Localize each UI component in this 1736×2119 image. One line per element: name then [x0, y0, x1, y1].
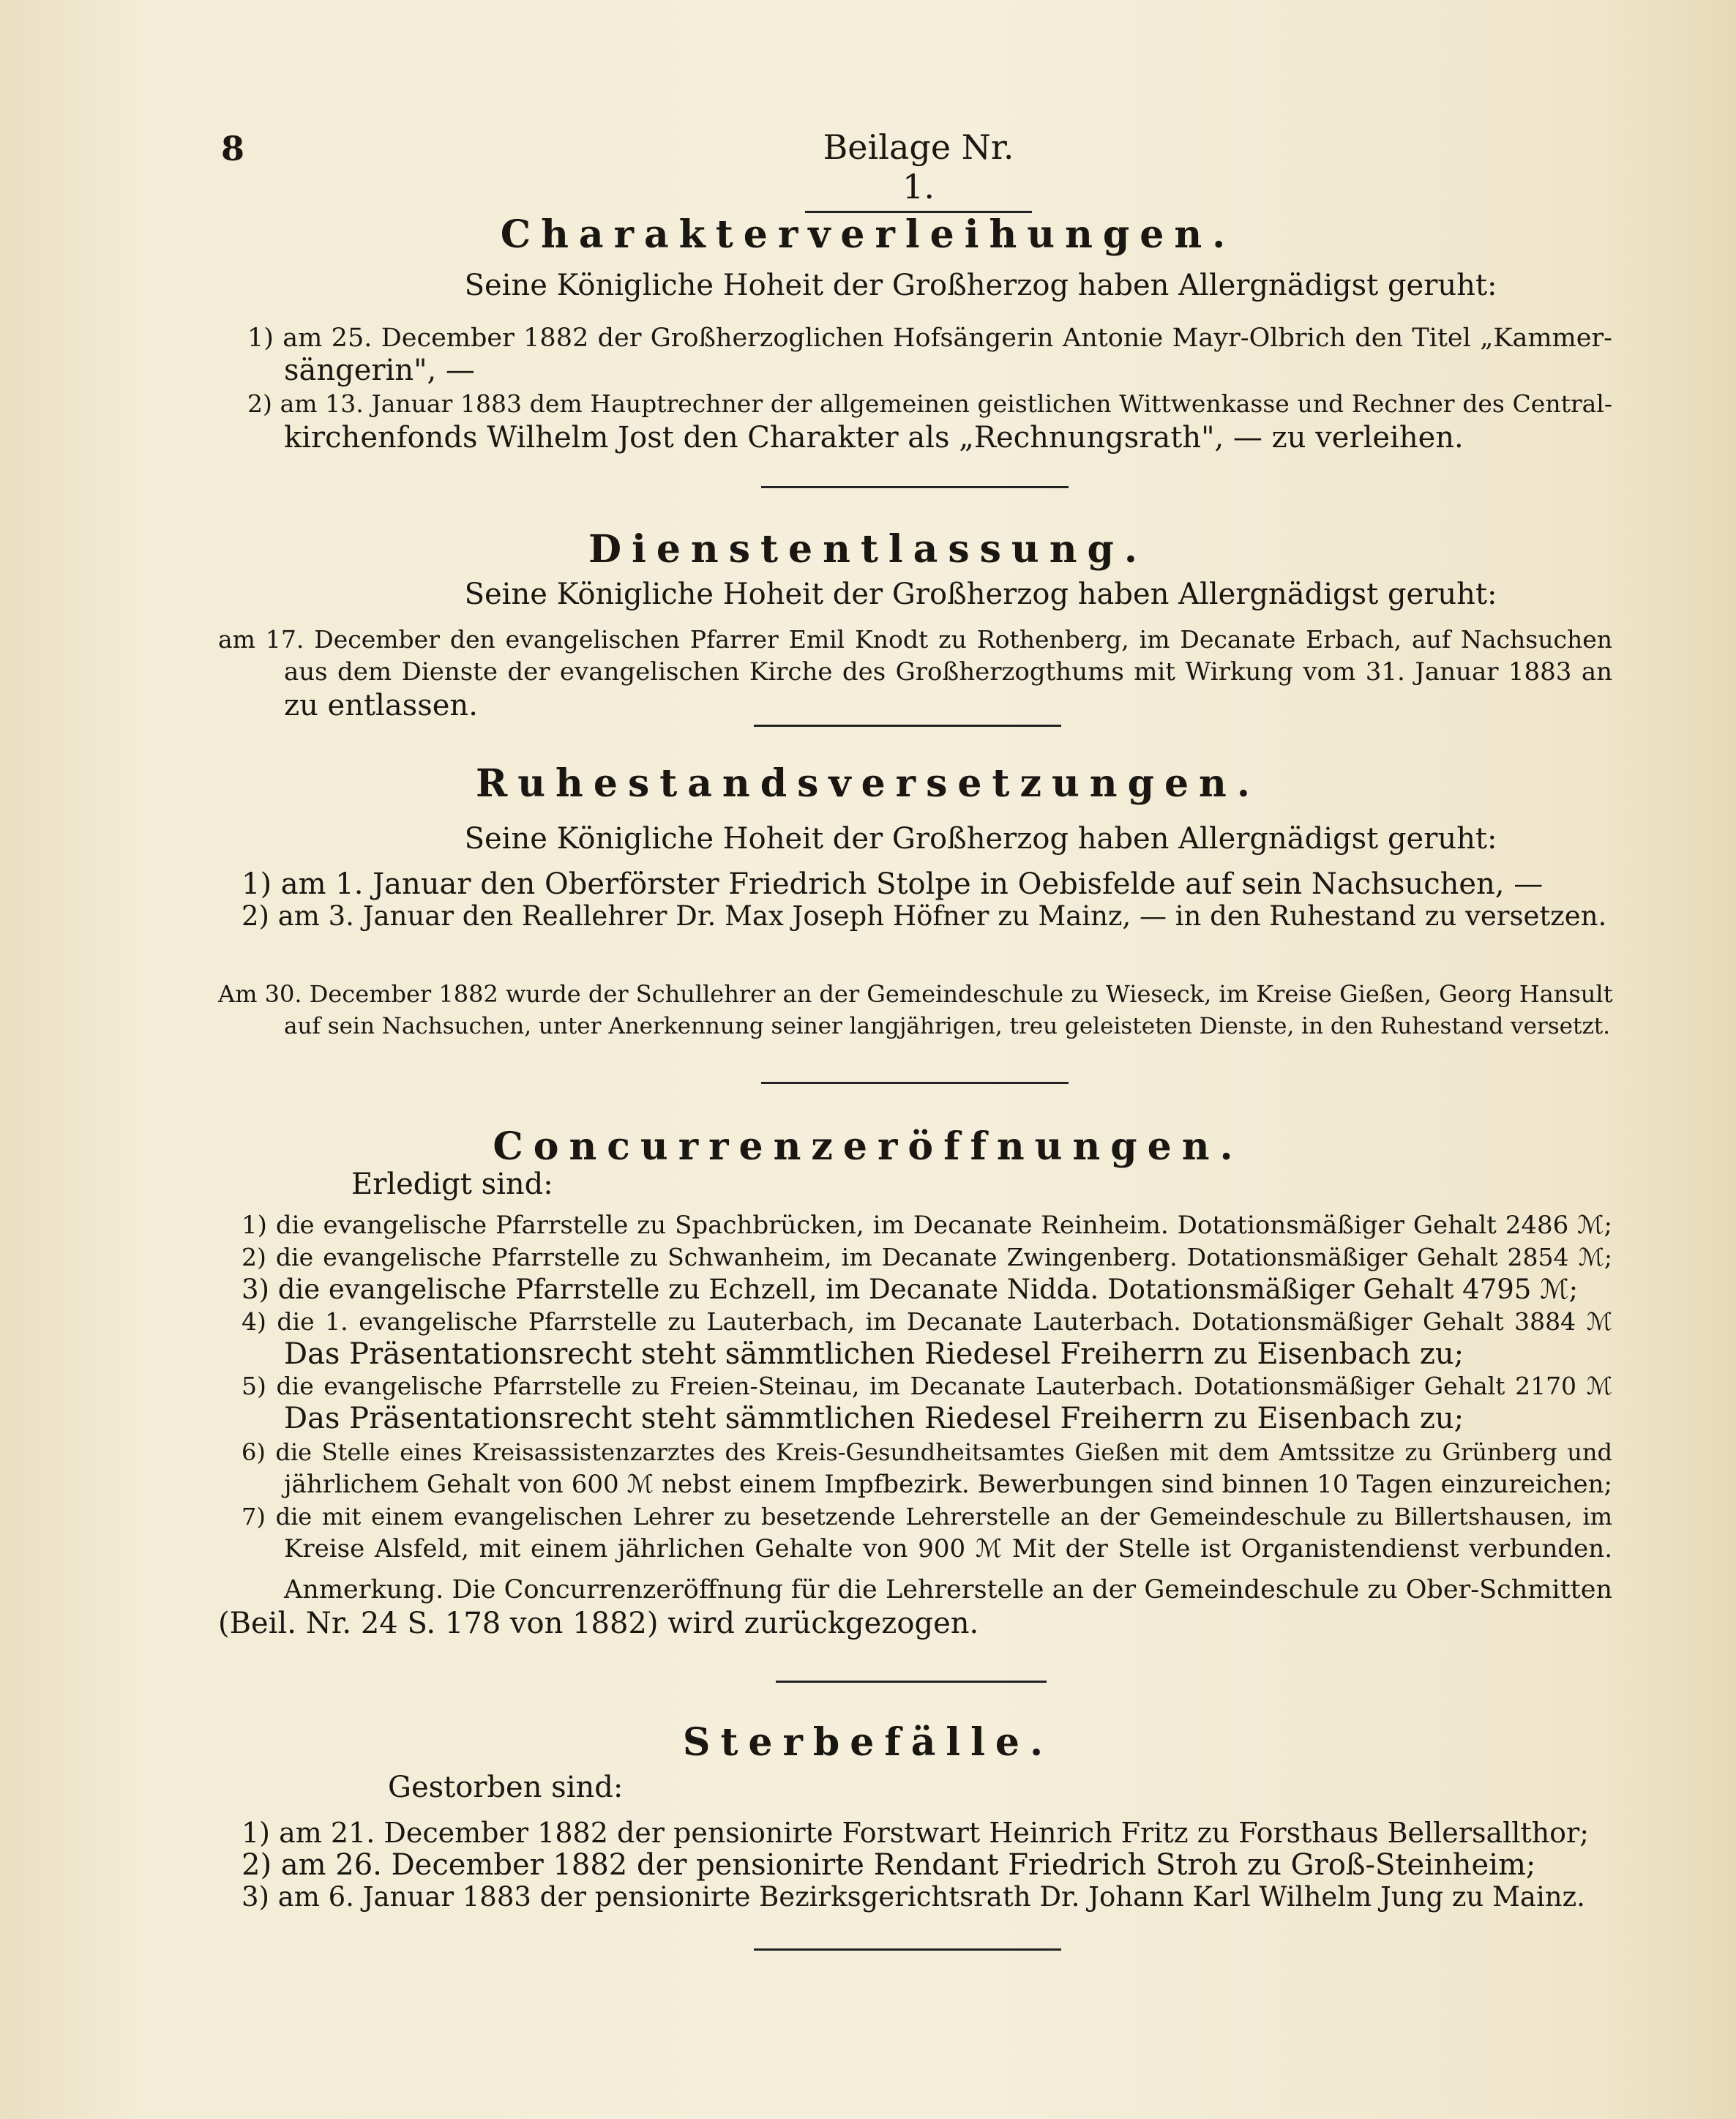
list-item: 1) die evangelische Pfarrstelle zu Spachbrücken, im Decanate Reinheim. Dotationsmäßiger Gehalt 2486 ℳ;: [242, 1211, 1612, 1240]
list-item: 2) am 3. Januar den Reallehrer Dr. Max Joseph Höfner zu Mainz, — in den Ruhestand zu versetzen.: [242, 900, 1607, 932]
list-item: 1) am 1. Januar den Oberförster Friedrich Stolpe in Oebisfelde auf sein Nachsuchen, —: [242, 867, 1544, 901]
page-number: 8: [221, 129, 245, 168]
list-item-continuation: Das Präsentationsrecht steht sämmtlichen Riedesel Freiherrn zu Eisenbach zu;: [284, 1337, 1464, 1371]
list-item-continuation: kirchenfonds Wilhelm Jost den Charakter als „Rechnungsrath", — zu verleihen.: [284, 421, 1464, 455]
list-item: 3) am 6. Januar 1883 der pensionirte Bezirksgerichtsrath Dr. Johann Karl Wilhelm Jung zu Mainz.: [242, 1881, 1585, 1913]
list-item: 2) am 26. December 1882 der pensionirte Rendant Friedrich Stroh zu Groß-Steinheim;: [242, 1848, 1536, 1882]
section-heading-sterbefaelle: Sterbefälle.: [682, 1720, 1054, 1765]
section-intro: Erledigt sind:: [351, 1167, 553, 1201]
remark-line: Anmerkung. Die Concurrenzeröffnung für die Lehrerstelle an der Gemeindeschule zu Ober-Schmitten: [284, 1575, 1612, 1604]
note-line: Am 30. December 1882 wurde der Schullehrer an der Gemeindeschule zu Wieseck, im Kreise Gießen, Georg Hansult: [218, 980, 1613, 1008]
paragraph-line: zu entlassen.: [284, 689, 478, 722]
section-intro: Seine Königliche Hoheit der Großherzog haben Allergnädigst geruht:: [464, 822, 1497, 856]
paragraph-line: am 17. December den evangelischen Pfarrer Emil Knodt zu Rothenberg, im Decanate Erbach, auf Nachsuchen: [218, 625, 1612, 654]
section-intro: Gestorben sind:: [388, 1771, 624, 1804]
list-item: 1) am 25. December 1882 der Großherzoglichen Hofsängerin Antonie Mayr-Olbrich den Titel „Kammer-: [247, 324, 1612, 353]
paragraph-line: aus dem Dienste der evangelischen Kirche des Großherzogthums mit Wirkung vom 31. Januar 1883 an: [284, 657, 1612, 687]
list-item-continuation: Kreise Alsfeld, mit einem jährlichen Gehalte von 900 ℳ Mit der Stelle ist Organistendienst verbunden.: [284, 1534, 1612, 1563]
section-divider: [761, 486, 1069, 488]
list-item: 2) die evangelische Pfarrstelle zu Schwanheim, im Decanate Zwingenberg. Dotationsmäßiger Gehalt 2854 ℳ;: [242, 1243, 1612, 1271]
note-line: auf sein Nachsuchen, unter Anerkennung seiner langjährigen, treu geleisteten Dienste, in den Ruhestand versetzt.: [284, 1013, 1611, 1039]
list-item: 4) die 1. evangelische Pfarrstelle zu Lauterbach, im Decanate Lauterbach. Dotationsmäßiger Gehalt 3884 ℳ: [242, 1307, 1612, 1336]
list-item-continuation: Das Präsentationsrecht steht sämmtlichen Riedesel Freiherrn zu Eisenbach zu;: [284, 1402, 1464, 1435]
list-item-continuation: jährlichem Gehalt von 600 ℳ nebst einem Impfbezirk. Bewerbungen sind binnen 10 Tagen einzureichen;: [284, 1470, 1612, 1499]
section-divider: [754, 725, 1061, 727]
list-item-continuation: sängerin", —: [284, 354, 475, 387]
list-item: 6) die Stelle eines Kreisassistenzarztes des Kreis-Gesundheitsamtes Gießen mit dem Amtssitze zu Grünberg und: [242, 1438, 1612, 1466]
section-heading-dienstentlassung: Dienstentlassung.: [588, 527, 1148, 572]
section-heading-ruhestandsversetzungen: Ruhestandsversetzungen.: [476, 761, 1260, 806]
section-heading-charakterverleihungen: Charakterverleihungen.: [500, 212, 1236, 257]
section-intro: Seine Königliche Hoheit der Großherzog haben Allergnädigst geruht:: [464, 578, 1497, 611]
remark-line: (Beil. Nr. 24 S. 178 von 1882) wird zurückgezogen.: [218, 1607, 979, 1640]
section-divider: [776, 1681, 1047, 1683]
list-item: 7) die mit einem evangelischen Lehrer zu besetzende Lehrerstelle an der Gemeindeschule zu Billertshausen, im: [242, 1503, 1612, 1531]
list-item: 3) die evangelische Pfarrstelle zu Echzell, im Decanate Nidda. Dotationsmäßiger Gehalt 4795 ℳ;: [242, 1274, 1579, 1305]
section-heading-concurrenzeroeffnungen: Concurrenzeröffnungen.: [493, 1124, 1243, 1169]
section-divider: [754, 1948, 1061, 1951]
section-divider: [761, 1082, 1069, 1084]
list-item: 1) am 21. December 1882 der pensionirte Forstwart Heinrich Fritz zu Forsthaus Bellersallthor;: [242, 1817, 1590, 1849]
list-item: 2) am 13. Januar 1883 dem Hauptrechner der allgemeinen geistlichen Wittwenkasse und Rechner des Central-: [247, 389, 1612, 418]
running-head: Beilage Nr. 1.: [805, 127, 1032, 213]
section-intro: Seine Königliche Hoheit der Großherzog haben Allergnädigst geruht:: [464, 269, 1497, 302]
list-item: 5) die evangelische Pfarrstelle zu Freien-Steinau, im Decanate Lauterbach. Dotationsmäßiger Gehalt 2170 ℳ: [242, 1372, 1612, 1400]
